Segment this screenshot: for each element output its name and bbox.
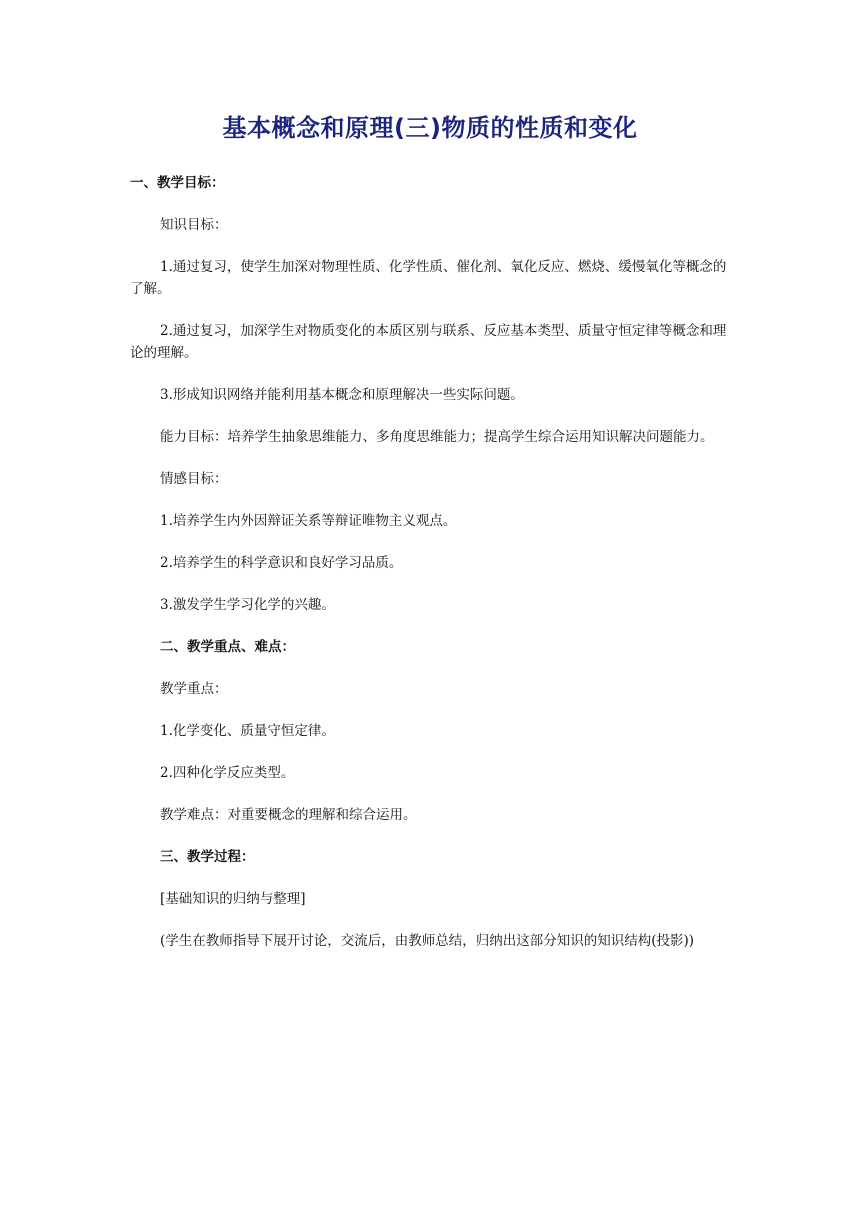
paragraph-discussion: (学生在教师指导下展开讨论，交流后，由教师总结，归纳出这部分知识的知识结构(投影)) [160, 933, 695, 949]
page-title: 基本概念和原理(三)物质的性质和变化 [222, 114, 638, 142]
paragraph-key-point-1: 1.化学变化、质量守恒定律。 [160, 723, 335, 739]
paragraph-key-point-2: 2.四种化学反应类型。 [160, 765, 295, 781]
paragraph-emotion-1: 1.培养学生内外因辩证关系等辩证唯物主义观点。 [160, 513, 457, 529]
section-heading-process: 三、教学过程： [160, 849, 255, 865]
paragraph-knowledge-goal: 知识目标： [160, 217, 228, 233]
paragraph-emotion-goal: 情感目标： [160, 471, 228, 487]
paragraph-knowledge-2: 2.通过复习，加深学生对物质变化的本质区别与联系、反应基本类型、质量守恒定律等概念和理论的理解。 [130, 323, 727, 361]
paragraph-ability-goal: 能力目标：培养学生抽象思维能力、多角度思维能力；提高学生综合运用知识解决问题能力。 [160, 429, 714, 445]
section-heading-objectives: 一、教学目标： [130, 175, 225, 191]
document-body [130, 172, 732, 952]
paragraph-knowledge-3: 3.形成知识网络并能利用基本概念和原理解决一些实际问题。 [160, 387, 524, 403]
paragraph-summary-heading: [基础知识的归纳与整理] [160, 891, 306, 907]
section-heading-key-points: 二、教学重点、难点： [160, 639, 295, 655]
paragraph-key-points: 教学重点： [160, 681, 228, 697]
paragraph-difficulty: 教学难点：对重要概念的理解和综合运用。 [160, 807, 417, 823]
paragraph-emotion-2: 2.培养学生的科学意识和良好学习品质。 [160, 555, 403, 571]
paragraph-knowledge-1: 1.通过复习，使学生加深对物理性质、化学性质、催化剂、氧化反应、燃烧、缓慢氧化等概念的了解。 [130, 259, 727, 297]
paragraph-emotion-3: 3.激发学生学习化学的兴趣。 [160, 597, 335, 613]
